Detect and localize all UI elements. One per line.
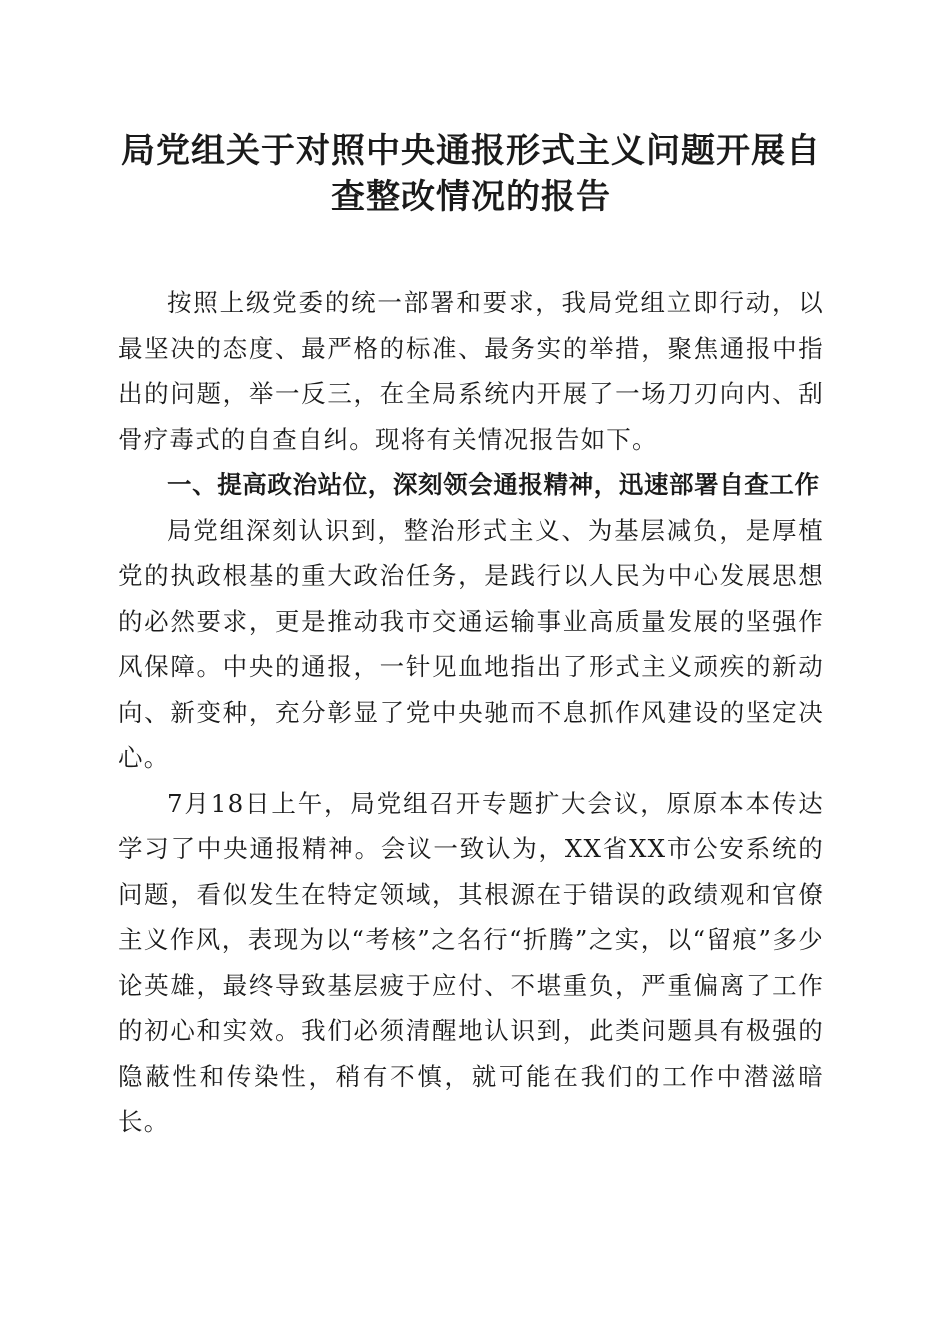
section-1-heading: 一、提高政治站位，深刻领会通报精神，迅速部署自查工作 bbox=[167, 470, 820, 499]
intro-paragraph: 按照上级党委的统一部署和要求，我局党组立即行动，以最坚决的态度、最严格的标准、最务实的举措，聚焦通报中指出的问题，举一反三，在全局系统内开展了一场刀刃向内、刮骨疗毒式的自查自纠。现将有关情况报告如下。 bbox=[118, 288, 824, 454]
section-1-paragraph-1: 局党组深刻认识到，整治形式主义、为基层减负，是厚植党的执政根基的重大政治任务，是践行以人民为中心发展思想的必然要求，更是推动我市交通运输事业高质量发展的坚强作风保障。中央的通报，一针见血地指出了形式主义顽疾的新动向、新变种，充分彰显了党中央驰而不息抓作风建设的坚定决心。 bbox=[118, 515, 824, 772]
title-line-1: 局党组关于对照中央通报形式主义问题开展自 bbox=[121, 131, 821, 171]
document-title bbox=[118, 128, 824, 220]
section-1-paragraph-2: 7月18日上午，局党组召开专题扩大会议，原原本本传达学习了中央通报精神。会议一致认为，XX省XX市公安系统的问题，看似发生在特定领域，其根源在于错误的政绩观和官僚主义作风，表现为以“考核”之名行“折腾”之实，以“留痕”多少论英雄，最终导致基层疲于应付、不堪重负，严重偏离了工作的初心和实效。我们必须清醒地认识到，此类问题具有极强的隐蔽性和传染性，稍有不慎，就可能在我们的工作中潜滋暗长。 bbox=[118, 788, 824, 1136]
title-line-2: 查整改情况的报告 bbox=[331, 177, 611, 217]
document-page bbox=[118, 128, 824, 1145]
